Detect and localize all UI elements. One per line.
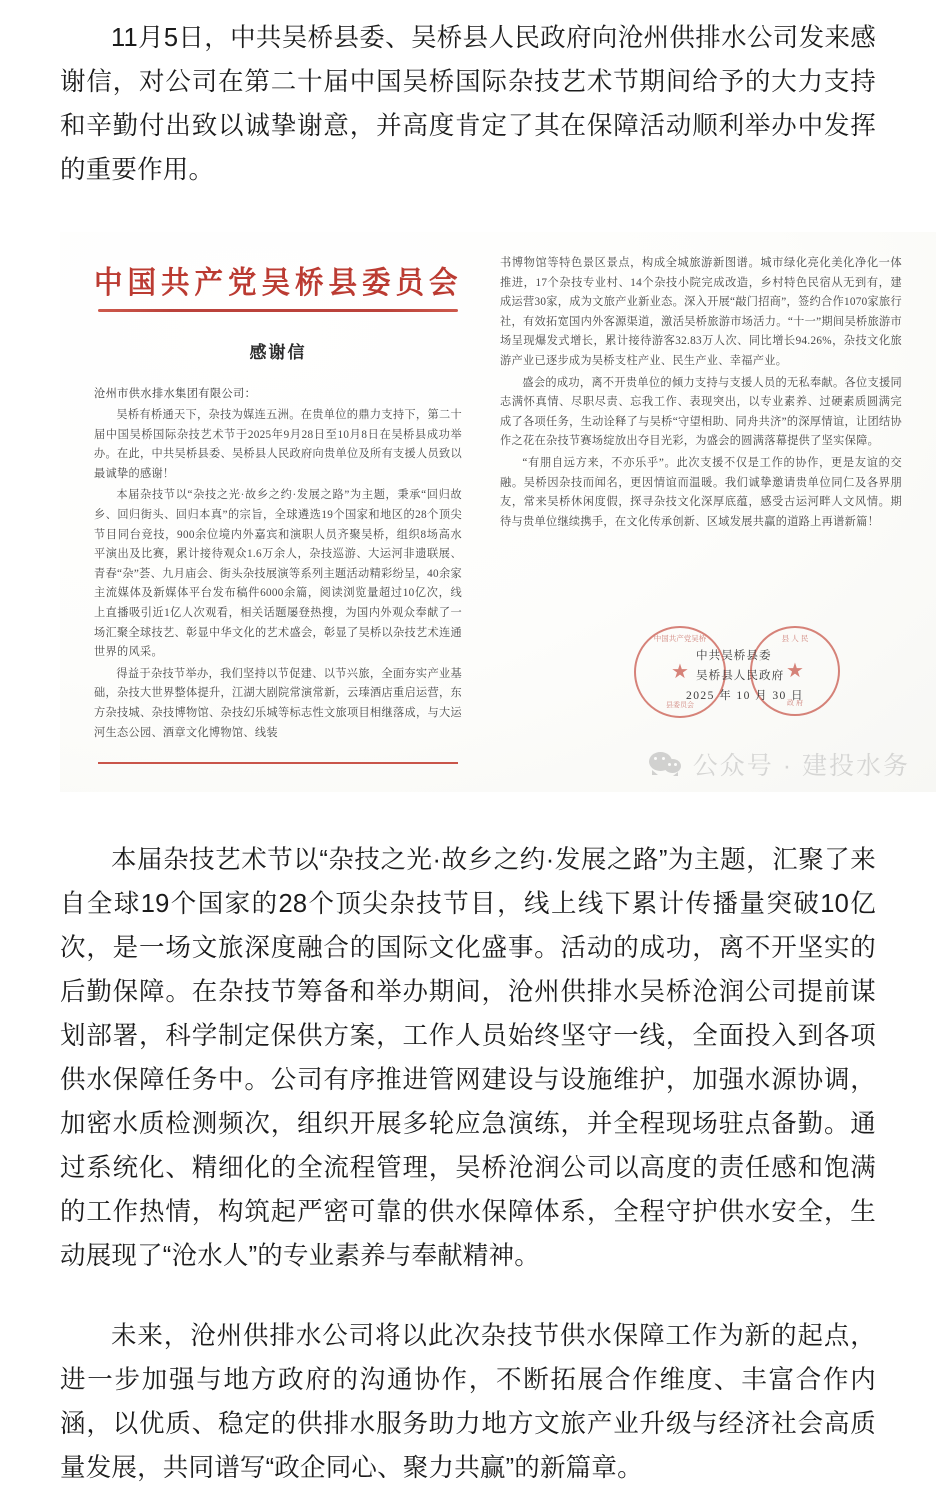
letter-right-column	[484, 232, 936, 792]
watermark-label: 公众号 · 建投水务	[692, 752, 910, 780]
national-emblem-icon: ★	[786, 660, 804, 682]
seal-arc-text: 县 人 民	[781, 634, 809, 643]
seal-arc-text: 中国共产党吴桥	[653, 634, 707, 643]
wechat-icon	[649, 751, 683, 777]
letter-paragraph: “有朋自远方来，不亦乐乎”。此次支援不仅是工作的协作，更是友谊的交融。吴桥因杂技而闻名，更因情谊而温暖。我们诚挚邀请贵单位同仁及各界朋友，常来吴桥休闲度假，探寻杂技文化深厚底蕴，感受古运河畔人文风情。期待与贵单位继续携手，在文化传承创新、区域发展共赢的道路上再谱新篇！	[500, 456, 902, 528]
wechat-bubble-small	[664, 759, 681, 773]
letter-signature-block	[670, 646, 880, 706]
lead-paragraph: 11月5日，中共吴桥县委、吴桥县人民政府向沧州供排水公司发来感谢信，对公司在第二十届中国吴桥国际杂技艺术节期间给予的大力支持和辛勤付出致以诚挚谢意，并高度肯定了其在保障活动顺利举办中发挥的重要作用。	[60, 24, 876, 184]
seal-bottom-text: 政 府	[787, 700, 803, 707]
letter-scan	[60, 232, 936, 792]
wechat-watermark	[649, 746, 910, 782]
letter-paragraph: 本届杂技节以“杂技之光·故乡之约·发展之路”为主题，秉承“回归故乡、回归街头、回归本真”的宗旨，全球遴选19个国家和地区的28个顶尖节目同台竞技，900余位境内外嘉宾和演职人员齐聚吴桥，组织8场高水平演出及比赛，累计接待观众1.6万余人，杂技巡游、大运河非遗联展、青春“杂”荟、九月庙会、街头杂技展演等系列主题活动精彩纷呈，40余家主流媒体及新媒体平台发布稿件6000余篇，阅读浏览量超过10亿次，线上直播吸引近1亿人次观看，相关话题屡登热搜，为国内外观众奉献了一场汇聚全球技艺、彰显中华文化的艺术盛会，彰显了吴桥以杂技艺术连通世界的风采。	[94, 489, 462, 659]
letterhead-title: 中国共产党吴桥县委员会	[94, 267, 463, 301]
letter-paragraph: 书博物馆等特色景区景点，构成全城旅游新图谱。城市绿化亮化美化净化一体推进，17个杂技专业村、14个杂技小院完成改造，乡村特色民宿从无到有，建成运营30家，成为文旅产业新业态。深入开展“敲门招商”，签约合作1070家旅行社，有效拓宽国内外客源渠道，激活吴桥旅游市场活力。“十一”期间吴桥旅游市场呈现爆发式增长，累计接待游客32.83万人次、同比增长94.26%，杂技文化旅游产业已逐步成为吴桥支柱产业、民生产业、幸福产业。	[500, 257, 903, 367]
festival-paragraph: 本届杂技艺术节以“杂技之光·故乡之约·发展之路”为主题，汇聚了来自全球19个国家的28个顶尖杂技节目，线上线下累计传播量突破10亿次，是一场文旅深度融合的国际文化盛事。活动的成功，离不开坚实的后勤保障。在杂技节筹备和举办期间，沧州供排水吴桥沧润公司提前谋划部署，科学制定保供方案，工作人员始终坚守一线，全面投入到各项供水保障任务中。公司有序推进管网建设与设施维护，加强水源协调，加密水质检测频次，组织开展多轮应急演练，并全程现场驻点备勤。通过系统化、精细化的全流程管理，吴桥沧润公司以高度的责任感和饱满的工作热情，构筑起严密可靠的供水保障体系，全程守护供水安全，生动展现了“沧水人”的专业素养与奉献精神。	[60, 846, 876, 1270]
letter-page-footer-rule	[98, 762, 458, 764]
seal-bottom-text: 县委员会	[666, 702, 694, 709]
hammer-sickle-icon: ★	[671, 661, 689, 683]
signature-date: 2025 年 10 月 30 日	[686, 689, 805, 702]
thank-you-letter-image	[60, 232, 936, 792]
signature-party-org: 中共吴桥县委	[696, 649, 772, 662]
letter-salutation: 沧州市供水排水集团有限公司：	[94, 388, 257, 400]
signature-government-org: 吴桥县人民政府	[696, 669, 785, 682]
letter-paragraph: 盛会的成功，离不开贵单位的倾力支持与支援人员的无私奉献。各位支援同志满怀真情、尽职尽责、忘我工作、表现突出，以专业素养、过硬素质圆满完成了各项任务，生动诠释了与吴桥“守望相助、同舟共济”的深厚情谊，让团结协作之花在杂技节赛场绽放出夺目光彩，为盛会的圆满落幕提供了坚实保障。	[500, 376, 902, 448]
letter-left-column	[60, 232, 484, 792]
letter-paragraph: 得益于杂技节举办，我们坚持以节促建、以节兴旅，全面夯实产业基础，杂技大世界整体提升，江湖大剧院常演常新，云瑧酒店重启运营，东方杂技城、杂技博物馆、杂技幻乐城等标志性文旅项目相继落成，与大运河生态公园、酒章文化博物馆、线装	[94, 667, 462, 739]
letterhead-rule	[98, 309, 458, 312]
letter-title: 感谢信	[249, 343, 307, 362]
letter-paragraph: 吴桥有桥通天下，杂技为媒连五洲。在贵单位的鼎力支持下，第二十届中国吴桥国际杂技艺术节于2025年9月28日至10月8日在吴桥县成功举办。在此，中共吴桥县委、吴桥县人民政府向贵单位及所有支援人员致以最诚挚的感谢！	[94, 409, 462, 480]
future-outlook-paragraph: 未来，沧州供排水公司将以此次杂技节供水保障工作为新的起点，进一步加强与地方政府的沟通协作，不断拓展合作维度、丰富合作内涵，以优质、稳定的供排水服务助力地方文旅产业升级与经济社会高质量发展，共同谱写“政企同心、聚力共赢”的新篇章。	[60, 1322, 876, 1482]
